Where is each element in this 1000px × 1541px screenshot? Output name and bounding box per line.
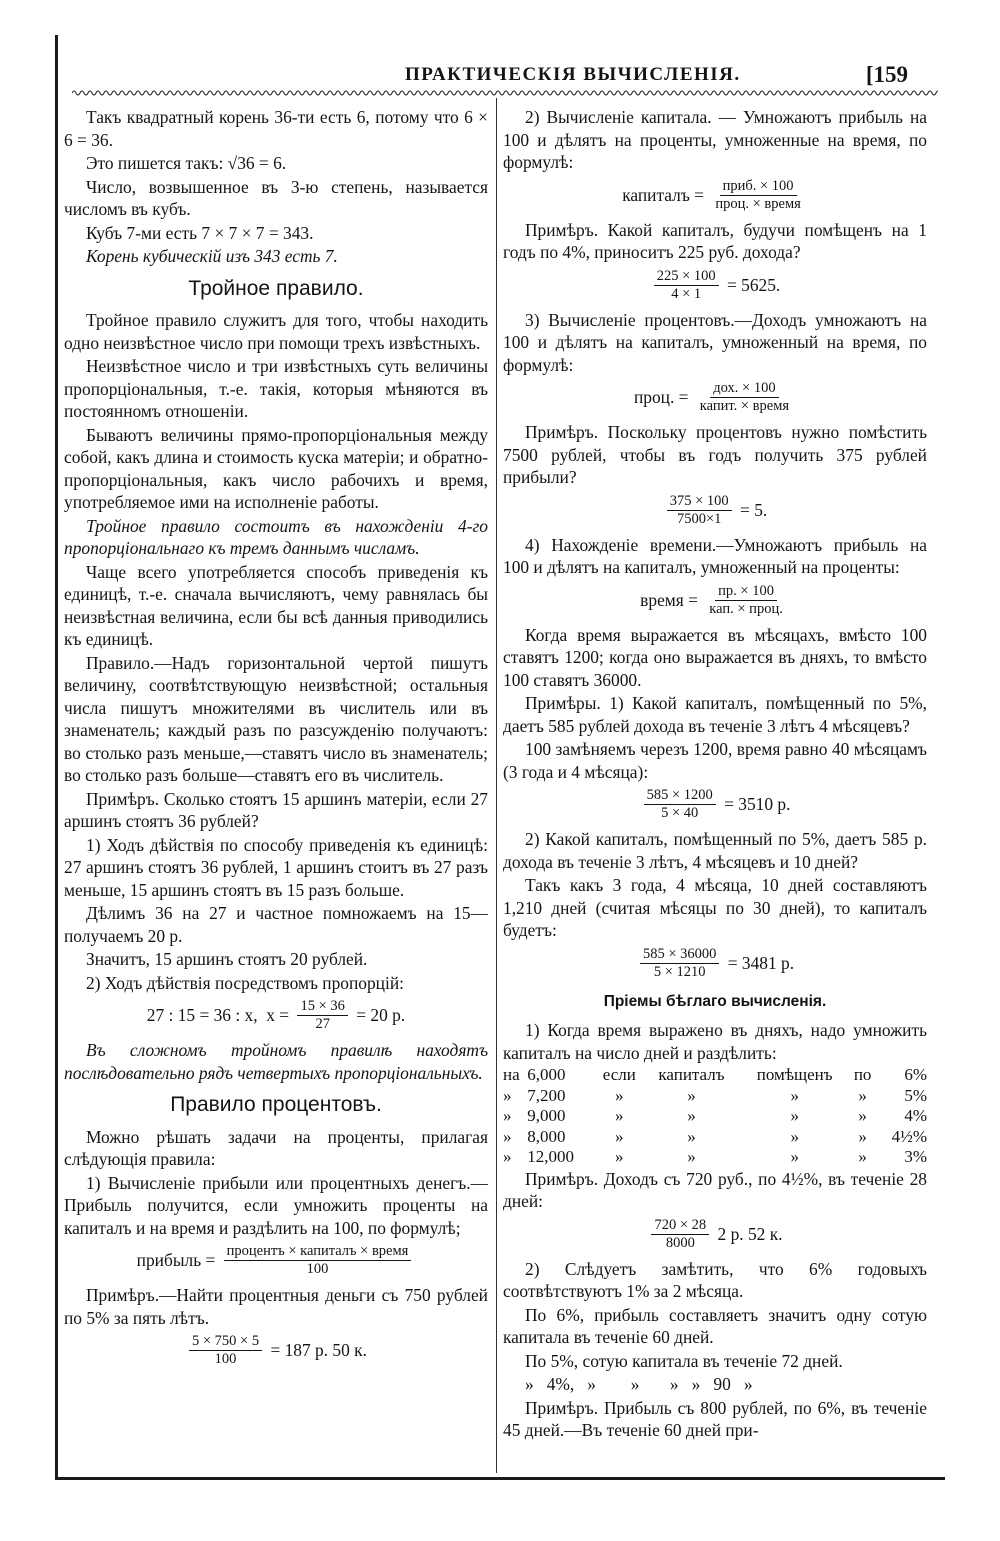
- table-cell: 7,200: [527, 1085, 566, 1105]
- table-cell: 6%: [904, 1065, 927, 1084]
- numerator: пр. × 100: [715, 583, 777, 601]
- denominator: 4 × 1: [671, 285, 702, 302]
- numerator: дох. × 100: [710, 380, 778, 398]
- paragraph: Корень кубическій изъ 343 есть 7.: [86, 246, 338, 266]
- formula-suffix: 2 р. 52 к.: [713, 1223, 783, 1244]
- denominator: 7500×1: [677, 510, 722, 527]
- paragraph: » 4%, » » » » 90 »: [525, 1374, 753, 1394]
- formula: [503, 946, 927, 981]
- fraction: [667, 493, 732, 528]
- left-column: [64, 106, 488, 1374]
- paragraph: 3) Вычисленіе процентовъ.—Доходъ умножаютъ на 100 и дѣлятъ на капиталъ, умноженный на время, по формулѣ:: [503, 309, 927, 375]
- running-title: ПРАКТИЧЕСКІЯ ВЫЧИСЛЕНІЯ.: [405, 64, 741, 85]
- paragraph: 1) Когда время выражено въ дняхъ, надо умножить капиталъ на число дней и раздѣлить:: [503, 1020, 927, 1063]
- paragraph: Бываютъ величины прямо-пропорціональныя между собой, какъ длина и стоимость куска матеріи; и обратно-пропорціональныя, какъ число рабочихъ и время, употребляемое ими на исполненіе работы.: [64, 424, 488, 512]
- fraction: [640, 946, 719, 981]
- table-cell: 9,000: [527, 1106, 566, 1125]
- paragraph: Можно рѣшать задачи на проценты, прилагая слѣдующія правила:: [64, 1126, 488, 1169]
- denominator: 27: [315, 1016, 330, 1032]
- paragraph: Примѣръ. Сколько стоятъ 15 аршинъ матеріи, если 27 аршинъ стоятъ 36 рублей?: [64, 788, 488, 831]
- formula: [64, 1333, 488, 1368]
- paragraph: Чаще всего употребляется способъ приведенія къ единицѣ, т.-е. сначала вычисляютъ, чему равнялась бы неизвѣстная величина, если бы всѣ данныя приводились къ единицѣ.: [64, 561, 488, 649]
- paragraph: Примѣръ. Доходъ съ 720 руб., по 4½%, въ теченіе 28 дней:: [503, 1168, 927, 1211]
- table-cell: »: [503, 1085, 512, 1105]
- numerator: 225 × 100: [654, 268, 719, 286]
- numerator: приб. × 100: [720, 178, 797, 196]
- table-cell: »: [858, 1147, 867, 1166]
- numerator: 585 × 1200: [644, 787, 716, 805]
- formula-suffix: = 3481 р.: [723, 952, 795, 973]
- fraction: [224, 1243, 412, 1278]
- fraction: [651, 1217, 709, 1252]
- formula-prefix: проц. =: [633, 387, 693, 408]
- formula: [503, 1217, 927, 1252]
- denominator: 5 × 1210: [653, 963, 706, 980]
- table-cell: 4½%: [891, 1126, 927, 1146]
- formula-prefix: прибыль =: [136, 1250, 220, 1271]
- fraction: [706, 583, 786, 618]
- formula-suffix: = 3510 р.: [719, 794, 791, 815]
- formula-prefix: капиталъ =: [622, 184, 709, 205]
- table-cell: на: [503, 1065, 520, 1084]
- table-cell: »: [687, 1085, 696, 1105]
- fraction: [644, 787, 716, 822]
- formula: [503, 380, 927, 415]
- table-cell: 5%: [904, 1085, 927, 1105]
- table-cell: »: [858, 1126, 867, 1146]
- table-cell: по: [853, 1065, 872, 1084]
- subsection-title: Пріемы бѣглаго вычисленія.: [603, 992, 827, 1010]
- table-cell: 4%: [904, 1106, 927, 1125]
- table-cell: »: [858, 1085, 867, 1105]
- section-title: Тройное правило.: [188, 276, 364, 300]
- numerator: 15 × 36: [297, 998, 347, 1016]
- paragraph: 1) Вычисленіе прибыли или процентныхъ денегъ.—Прибыль получится, если умножить проценты на капиталъ и на время и раздѣлить на 100, по формулѣ;: [64, 1172, 488, 1238]
- fraction: [654, 268, 719, 303]
- table-cell: 12,000: [527, 1147, 574, 1166]
- formula-suffix: = 20 р.: [351, 1005, 406, 1026]
- numerator: 375 × 100: [667, 493, 732, 511]
- paragraph: По 5%, сотую капитала въ теченіе 72 дней.: [525, 1350, 843, 1371]
- paragraph: Такъ квадратный корень 36-ти есть 6, потому что 6 × 6 = 36.: [64, 107, 488, 150]
- table-row: [503, 1086, 927, 1107]
- denominator: проц. × время: [715, 195, 801, 212]
- formula: [503, 268, 927, 303]
- section-title: Правило процентовъ.: [170, 1093, 382, 1116]
- paragraph: Когда время выражается въ мѣсяцахъ, вмѣсто 100 ставятъ 1200; когда оно выражается въ дняхъ, то вмѣсто 100 ставятъ 36000.: [503, 624, 927, 690]
- rate-table: [503, 1065, 927, 1168]
- paragraph: 1) Ходъ дѣйствія по способу приведенія къ единицѣ: 27 аршинъ стоятъ 36 рублей, 1 аршинъ стоитъ въ 27 разъ меньше, 15 аршинъ стоятъ въ 15 разъ больше.: [64, 834, 488, 900]
- table-cell: »: [503, 1126, 512, 1146]
- formula-prefix: 27 : 15 = 36 : x, x =: [146, 1005, 294, 1026]
- table-cell: если: [602, 1065, 636, 1084]
- numerator: 585 × 36000: [640, 946, 719, 964]
- paragraph: Кубъ 7-ми есть 7 × 7 × 7 = 343.: [86, 222, 314, 243]
- paragraph: Такъ какъ 3 года, 4 мѣсяца, 10 дней составляютъ 1,210 дней (считая мѣсяцы по 30 дней), то капиталъ будетъ:: [503, 875, 927, 940]
- table-cell: »: [790, 1147, 799, 1166]
- formula-prefix: время =: [640, 589, 703, 610]
- left-frame-rule: [55, 35, 58, 1480]
- fraction: [712, 178, 803, 213]
- paragraph: Значитъ, 15 аршинъ стоятъ 20 рублей.: [86, 949, 368, 969]
- table-row: [503, 1106, 927, 1127]
- formula: [503, 787, 927, 822]
- paragraph: 2) Вычисленіе капитала. — Умножаютъ прибыль на 100 и дѣлятъ на проценты, умноженные на время, по формулѣ:: [503, 107, 927, 172]
- paragraph: Тройное правило состоитъ въ нахожденіи 4-го пропорціональнаго къ тремъ даннымъ числамъ.: [64, 515, 488, 558]
- paragraph: Примѣры. 1) Какой капиталъ, помѣщенный по 5%, даетъ 585 рублей дохода въ теченіе 3 лѣтъ 4 мѣсяцевъ?: [503, 693, 927, 736]
- table-cell: помѣщенъ: [756, 1065, 833, 1084]
- paragraph: Правило.—Надъ горизонтальной чертой пишутъ величину, соотвѣтствующую неизвѣстной; остальныя числа пишутъ множителями въ числитель или въ знаменатель; каждый разъ по разсужденію получаютъ: во столько разъ меньше,—ставятъ число въ знаменатель; во столько разъ больше—ставятъ его въ числитель.: [64, 652, 488, 785]
- table-cell: »: [790, 1126, 799, 1146]
- formula-suffix: = 187 р. 50 к.: [266, 1340, 367, 1361]
- page-number: [159: [865, 62, 908, 87]
- formula: [64, 998, 488, 1033]
- fraction: [697, 380, 792, 415]
- paragraph: Тройное правило служитъ для того, чтобы находить одно неизвѣстное число при помощи трехъ извѣстныхъ.: [64, 310, 488, 353]
- paragraph: 2) Ходъ дѣйствія посредствомъ пропорцій:: [86, 972, 404, 993]
- table-cell: »: [687, 1126, 696, 1146]
- denominator: кап. × проц.: [709, 600, 783, 617]
- paragraph: Примѣръ. Поскольку процентовъ нужно помѣстить 7500 рублей, чтобы въ годъ получить 375 рублей прибыли?: [503, 422, 927, 487]
- paragraph: Примѣръ. Прибыль съ 800 рублей, по 6%, въ теченіе 45 дней.—Въ теченіе 60 дней при-: [503, 1397, 927, 1440]
- denominator: капит. × время: [699, 398, 790, 414]
- table-cell: »: [615, 1085, 624, 1105]
- denominator: 100: [214, 1351, 237, 1367]
- fraction: [189, 1333, 262, 1368]
- fraction: [297, 998, 347, 1033]
- table-cell: капиталъ: [658, 1065, 725, 1084]
- table-cell: 8,000: [527, 1126, 566, 1146]
- denominator: 100: [306, 1261, 329, 1277]
- paragraph: Это пишется такъ: √36 = 6.: [86, 153, 287, 173]
- paragraph: 100 замѣняемъ черезъ 1200, время равно 40 мѣсяцамъ (3 года и 4 мѣсяца):: [503, 739, 927, 782]
- right-column: [503, 106, 927, 1443]
- formula-suffix: = 5625.: [722, 274, 781, 295]
- formula: [503, 493, 927, 528]
- table-cell: »: [790, 1106, 799, 1125]
- paragraph: Число, возвышенное въ 3-ю степень, называется числомъ въ кубъ.: [64, 176, 488, 219]
- table-cell: »: [687, 1106, 696, 1125]
- table-cell: »: [503, 1106, 512, 1125]
- table-cell: »: [790, 1085, 799, 1105]
- table-cell: »: [858, 1106, 867, 1125]
- paragraph: Примѣръ.—Найти процентныя деньги съ 750 рублей по 5% за пять лѣтъ.: [64, 1285, 488, 1328]
- formula-suffix: = 5.: [735, 499, 768, 520]
- table-cell: »: [615, 1126, 624, 1146]
- paragraph: По 6%, прибыль составляетъ значитъ одну сотую капитала въ теченіе 60 дней.: [503, 1304, 927, 1347]
- column-divider: [496, 98, 497, 1473]
- table-cell: 3%: [904, 1147, 927, 1166]
- paragraph: 4) Нахожденіе времени.—Умножаютъ прибыль на 100 и дѣлятъ на капиталъ, умноженный на проценты:: [503, 534, 927, 577]
- table-cell: »: [615, 1106, 624, 1125]
- formula: [64, 1243, 488, 1278]
- paragraph: Примѣръ. Какой капиталъ, будучи помѣщенъ на 1 годъ по 4%, приноситъ 225 руб. дохода?: [503, 219, 927, 262]
- formula: [503, 178, 927, 213]
- table-row: [503, 1147, 927, 1168]
- numerator: 720 × 28: [651, 1217, 709, 1235]
- numerator: процентъ × капиталъ × время: [224, 1243, 412, 1261]
- paragraph: 2) Слѣдуетъ замѣтить, что 6% годовыхъ соотвѣтствуютъ 1% за 2 мѣсяца.: [503, 1258, 927, 1301]
- table-cell: »: [615, 1147, 624, 1166]
- formula: [503, 583, 927, 618]
- table-row: [503, 1127, 927, 1148]
- paragraph: Неизвѣстное число и три извѣстныхъ суть величины пропорціональныя, т.-е. такія, которыя мѣняются въ постоянномъ отношеніи.: [64, 356, 488, 421]
- paragraph: 2) Какой капиталъ, помѣщенный по 5%, даетъ 585 р. дохода въ теченіе 3 лѣтъ, 4 мѣсяцевъ и 10 дней?: [503, 829, 927, 872]
- table-cell: »: [503, 1147, 512, 1166]
- denominator: 5 × 40: [661, 805, 699, 821]
- wavy-header-rule: [72, 88, 938, 98]
- numerator: 5 × 750 × 5: [189, 1333, 262, 1351]
- table-cell: 6,000: [527, 1065, 566, 1084]
- table-row: [503, 1065, 927, 1086]
- denominator: 8000: [665, 1234, 695, 1251]
- paragraph: Дѣлимъ 36 на 27 и частное помножаемъ на 15—получаемъ 20 р.: [64, 903, 488, 946]
- table-cell: »: [687, 1147, 696, 1166]
- bottom-frame-rule: [55, 1477, 945, 1480]
- paragraph: Въ сложномъ тройномъ правилѣ находятъ послѣдовательно рядъ четвертыхъ пропорціональныхъ.: [64, 1040, 488, 1083]
